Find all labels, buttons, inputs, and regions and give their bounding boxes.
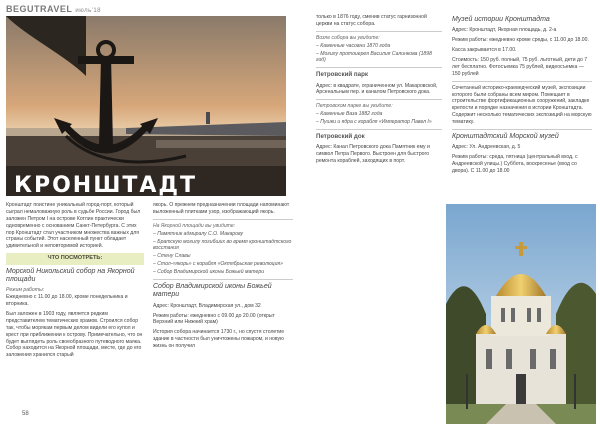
column-1: [6, 202, 144, 362]
cathedral-history: Был заложен в 1903 году, является редким представителем тематических храмов. Строился собор так, чтобы морякам первым делом видели его купол и крест при приближении к острову. Примечательно, что он будет выглядеть роль своеобразного путеводного маяка. Собор находится на Якорной площади, месте, где до его заложения хранился старый: [6, 311, 143, 359]
list-item: – Стену Славы: [153, 253, 191, 260]
page-number-left: 58: [22, 411, 29, 417]
museum-price: Стоимость: 150 руб. полный, 75 руб. льготный, дети до 7 лет бесплатно. Фотосъемка 75 рублей, видеосъемка — 150 рублей: [452, 57, 588, 77]
museum-mode: Режим работы: ежедневно кроме среды, с 11.00 до 18.00.: [452, 37, 589, 44]
right-page: [300, 0, 600, 424]
list-item: – Могилу протоиерея Василия Салинкова (1898 год): [316, 50, 432, 64]
divider: [452, 81, 592, 82]
intro-text: Кронштадт поистине уникальный город-порт, который сыграл немаловажную роль в судьбе России. Город был заложен Петром I на острове Котлин практически одновременно с основанием Санкт-Петербурга. С этих пор Кронштадт стал участником множества важных для страны событий. Этот населенный пункт обладает удивительной и неповторимой историей.: [6, 202, 141, 250]
column-2: [153, 202, 293, 353]
issue-label: июль'18: [75, 8, 102, 14]
park-address: Адрес: в квадрате, ограниченном ул. Макаровской, Арсенальным пер. и каналом Петровского дока.: [316, 82, 438, 96]
vladimir-mode: Режим работы: ежедневно с 09.00 до 20.00 (открыт Верхний или Нижний храм): [153, 312, 275, 326]
divider: [316, 129, 442, 130]
column-3: [316, 14, 442, 168]
museum-title: Музей истории Кронштадта: [452, 16, 550, 23]
list-item: – Стол-«якорь» с корабля «Октябрьская революция»: [153, 261, 283, 268]
column-4: [452, 14, 592, 178]
list-item: – Братскую могилу погибших во время кронштадтского восстания: [153, 238, 292, 252]
list-item: – Собор Владимирской иконы Божьей матери: [153, 269, 265, 275]
cathedral-photo: [446, 204, 596, 424]
divider: [153, 219, 293, 220]
list-item: – Каменные Ваза 1882 года: [316, 111, 383, 118]
divider: [316, 31, 442, 32]
list-item: – Пушки и ядра с корабля «Император Павел I»: [316, 119, 432, 126]
list-item: – Каменные часовни 1870 года: [316, 42, 391, 49]
anchor-photo: [6, 16, 286, 196]
city-title: КРОНШТАДТ: [14, 173, 198, 198]
square-text: якорь. О прежнем предназначении площади напоминают выложенный плитками узор, изображающий якорь.: [153, 202, 290, 215]
park-title: Петровский парк: [316, 71, 368, 79]
mode-text: Ежедневно с 11.00 до 18.00, кроме понедельника и вторника.: [6, 294, 128, 308]
list-item: – Памятник адмиралу С.О. Макарову: [153, 230, 244, 237]
museum-closes: Касса закрывается в 17.00.: [452, 47, 517, 54]
col3-text: только в 1876 году, сменив статус гарнизонной церкви на статус собора.: [316, 14, 427, 27]
naval-museum-title: Кронштадтский Морской музей: [452, 132, 559, 140]
museum-description: Сочетанный историко-краеведческий музей, экспозиции которого были собраны всем миром. Помещает в строительстве фортификационных сооружений, закладке крепости и порядке назначения в истории Кронштадта. Содержит несколько тематических экспозиций на морскую тематику.: [452, 84, 592, 126]
brand-name: BEGUTRAVEL: [6, 4, 73, 14]
place-title-cathedral: Морской Никольский собор на Якорной площади: [6, 267, 135, 284]
vladimir-address: Адрес: Кронштадт, Владимирская ул., дом 32: [153, 302, 261, 309]
square-see-label: На Якорной площади вы увидите:: [153, 222, 236, 229]
divider: [153, 279, 293, 280]
naval-mode: Режим работы: среда, пятница (центральный вход, с Андреевской улицы.) Суббота, воскресенье (вход со двора). С 11.00 до 18.00: [452, 154, 578, 174]
anchor-illustration: [6, 16, 286, 196]
naval-address: Адрес: Ул. Андреевская, д. 5: [452, 144, 521, 151]
divider: [316, 67, 442, 68]
park-see-label: Петровском парке вы увидите:: [316, 103, 393, 110]
header-tag: [6, 4, 101, 14]
cathedral-illustration: [446, 204, 596, 424]
museum-address: Адрес: Кронштадт, Якорная площадь, д. 2-а: [452, 27, 557, 34]
mode-label: Режим работы:: [6, 287, 45, 294]
vladimir-history: История собора начинается 1730 г., но спустя столетие здание в частности был уничтожены пожаром, и новую жизнь он получил: [153, 329, 285, 350]
dock-title: Петровский док: [316, 132, 365, 140]
see-bar: ЧТО ПОСМОТРЕТЬ:: [6, 253, 144, 265]
cathedral-see-label: Возле собора вы увидите:: [316, 34, 380, 41]
dock-address: Адрес: Канал Петровского дока Памятник ему и символ Петра Первого. Выстроен для быстрого ремонта кораблей, заходящих в порт.: [316, 144, 430, 165]
divider: [452, 129, 592, 130]
divider: [316, 99, 442, 100]
place-title-vladimir: Собор Владимирской иконы Божьей матери: [153, 282, 272, 299]
